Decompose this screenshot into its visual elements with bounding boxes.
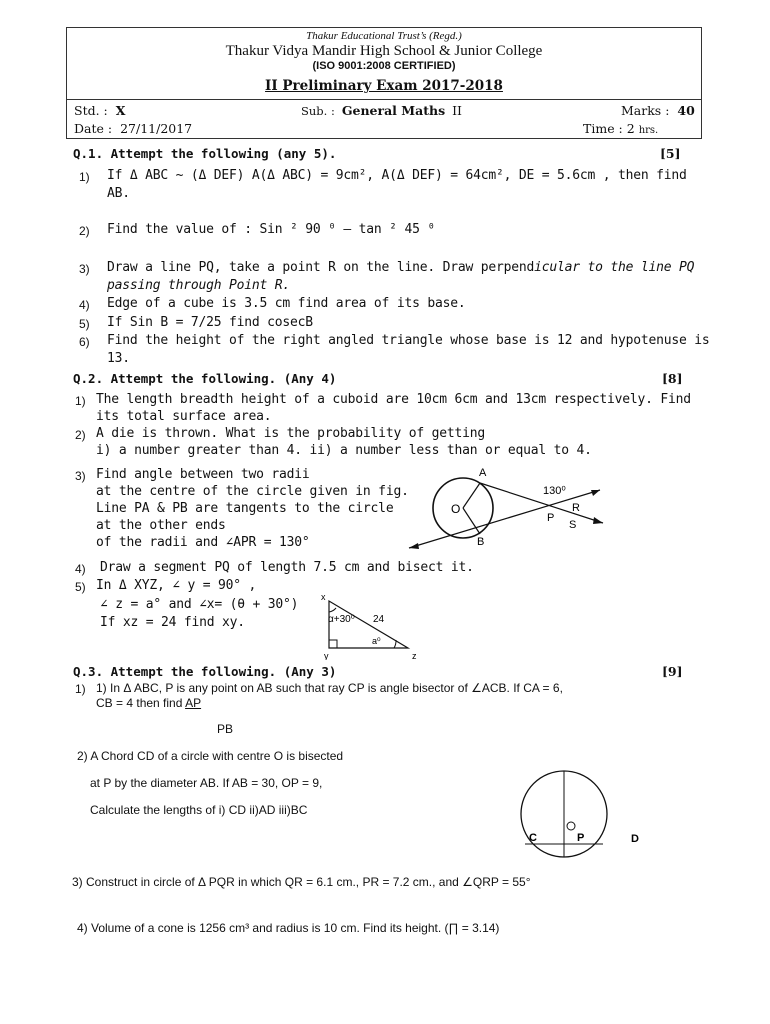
- trust-name: Thakur Educational Trust’s (Regd.): [306, 30, 462, 42]
- q2-item3-line1: Find angle between two radii: [96, 467, 310, 482]
- q1-item5-num: 5): [79, 317, 90, 331]
- q1-item3-line1: [107, 260, 694, 275]
- time-value: 2: [626, 121, 635, 136]
- fig2-label-y: y: [324, 651, 329, 660]
- tangent-figure: [395, 458, 620, 560]
- fig1-label-o: O: [451, 502, 461, 516]
- std-label: Std. :: [74, 103, 108, 118]
- arrow-b-end: [409, 543, 419, 549]
- fig2-label-x: x: [321, 592, 326, 602]
- right-angle-mark: [329, 640, 337, 648]
- q2-item3-line4: at the other ends: [96, 518, 226, 533]
- q1-item6-num: 6): [79, 335, 90, 349]
- triangle-figure: [318, 592, 424, 660]
- q3-item4-line1: 4) Volume of a cone is 1256 cm³ and radius is 10 cm. Find its height. (∏ = 3.14): [77, 921, 500, 935]
- fig3-label-c: C: [529, 832, 537, 844]
- radius-ob: [463, 508, 480, 534]
- q2-item5-line2: ∠ z = a° and ∠x= (θ + 30°): [100, 597, 299, 612]
- arrow-r: [591, 490, 600, 496]
- q3-item1-denominator: PB: [217, 722, 234, 736]
- marks-field: [621, 103, 695, 118]
- q1-item6-line2: 13.: [107, 351, 130, 366]
- q2-item5-line3: If xz = 24 find xy.: [100, 615, 245, 630]
- q1-item5-line1: If Sin B = 7/25 find cosecB: [107, 315, 313, 330]
- q2-item1-num: 1): [75, 394, 86, 408]
- q1-item4-line1: Edge of a cube is 3.5 cm find area of its base.: [107, 296, 466, 311]
- std-field: [74, 103, 125, 118]
- q1-item6-line1: Find the height of the right angled triangle whose base is 12 and hypotenuse is: [107, 333, 710, 348]
- q2-item3-line3: Line PA & PB are tangents to the circle: [96, 501, 394, 516]
- school-name: Thakur Vidya Mandir High School & Junior College: [225, 43, 543, 59]
- q1-item2-line1: Find the value of : Sin ² 90 ⁰ – tan ² 45 ⁰: [107, 222, 435, 237]
- q3-item2-line2: at P by the diameter AB. If AB = 30, OP = 9,: [90, 776, 323, 790]
- fig3-label-d: D: [631, 833, 639, 845]
- q1-item3-num: 3): [79, 262, 90, 276]
- q2-item3-line5: of the radii and ∠APR = 130°: [96, 535, 310, 550]
- tangent-pa: [480, 483, 603, 523]
- q2-item2-line2: i) a number greater than 4. ii) a number less than or equal to 4.: [96, 443, 592, 458]
- time-unit: hrs.: [638, 125, 659, 136]
- chord-figure: [510, 768, 650, 860]
- q1-item1-num: 1): [79, 170, 90, 184]
- q2-item1-line1: The length breadth height of a cuboid are 10cm 6cm and 13cm respectively. Find: [96, 392, 691, 407]
- q3-item1-line1: 1) In Δ ABC, P is any point on AB such that ray CP is angle bisector of ∠ACB. If CA = 6,: [96, 681, 563, 695]
- fig2-label-angle-z: a⁰: [372, 636, 381, 646]
- q1-item1-line1: If Δ ABC ~ (Δ DEF) A(Δ ABC) = 9cm², A(Δ DEF) = 64cm², DE = 5.6cm , then find: [107, 168, 687, 183]
- exam-title: II Preliminary Exam 2017-2018: [265, 78, 503, 94]
- fig2-label-z: z: [412, 651, 417, 660]
- fig1-label-r: R: [572, 502, 580, 514]
- q2-item3-line2: at the centre of the circle given in fig.: [96, 484, 409, 499]
- subject-value: General Maths: [341, 103, 446, 118]
- q3-item1-text: CB = 4 then find: [96, 696, 186, 710]
- q1-item1-line2: AB.: [107, 186, 130, 201]
- q2-item3-num: 3): [75, 469, 86, 483]
- fig1-label-angle: 130⁰: [543, 485, 566, 497]
- q3-item1-line2: [96, 696, 201, 710]
- radius-oa: [463, 483, 480, 508]
- q3-heading: Q.3. Attempt the following. (Any 3): [73, 664, 337, 679]
- q3-item1-numerator: AP: [185, 696, 202, 710]
- q1-marks: [5]: [660, 146, 681, 161]
- q2-item2-line1: A die is thrown. What is the probability of getting: [96, 426, 485, 441]
- q2-heading: Q.2. Attempt the following. (Any 4): [73, 371, 337, 386]
- q1-item2-num: 2): [79, 224, 90, 238]
- date-value: 27/11/2017: [120, 121, 193, 136]
- marks-value: 40: [677, 103, 695, 118]
- fig2-label-side: 24: [373, 614, 385, 625]
- iso-certification: (ISO 9001:2008 CERTIFIED): [312, 60, 456, 72]
- q1-heading: Q.1. Attempt the following (any 5).: [73, 146, 337, 161]
- fig1-label-a: A: [479, 467, 487, 479]
- q3-item2-line1: 2) A Chord CD of a circle with centre O is bisected: [77, 749, 344, 763]
- fig1-label-s: S: [569, 519, 577, 531]
- angle-z-arc: [394, 640, 396, 648]
- q1-item3-line2: passing through Point R.: [107, 278, 291, 293]
- q1-item3-text-italic: icular to the line PQ: [534, 260, 695, 275]
- q1-item3-text: Draw a line PQ, take a point R on the line. Draw perpend: [107, 260, 535, 275]
- std-value: X: [115, 103, 126, 118]
- q2-marks: [8]: [662, 371, 683, 386]
- subject-part: II: [452, 103, 462, 118]
- q2-item1-line2: its total surface area.: [96, 409, 272, 424]
- q3-marks: [9]: [662, 664, 683, 679]
- q2-item4-num: 4): [75, 562, 86, 576]
- fig3-label-p: P: [577, 832, 585, 844]
- q1-item4-num: 4): [79, 298, 90, 312]
- time-label: Time :: [583, 121, 623, 136]
- centre-o-mark: [567, 822, 575, 830]
- time-field: [583, 121, 658, 136]
- subject-field: [301, 103, 462, 118]
- fig2-label-angle-x: α+30⁰: [328, 614, 355, 625]
- marks-label: Marks :: [621, 103, 670, 118]
- date-label: Date :: [74, 121, 113, 136]
- q2-item4-line1: Draw a segment PQ of length 7.5 cm and bisect it.: [100, 560, 474, 575]
- q3-item3-line1: 3) Construct in circle of Δ PQR in which QR = 6.1 cm., PR = 7.2 cm., and ∠QRP = 55°: [72, 875, 531, 889]
- subject-label: Sub. :: [301, 104, 335, 118]
- fig1-label-p: P: [547, 512, 555, 524]
- angle-x-arc: [329, 608, 336, 612]
- q2-item5-num: 5): [75, 580, 86, 594]
- fig1-label-b: B: [477, 536, 485, 548]
- q2-item2-num: 2): [75, 428, 86, 442]
- arrow-s: [593, 517, 603, 524]
- header-divider: [66, 99, 702, 100]
- q2-item5-line1: In Δ XYZ, ∠ y = 90° ,: [96, 578, 257, 593]
- date-field: [74, 121, 192, 136]
- q3-item1-num: 1): [75, 682, 86, 696]
- q3-item2-line3: Calculate the lengths of i) CD ii)AD iii)BC: [90, 803, 308, 817]
